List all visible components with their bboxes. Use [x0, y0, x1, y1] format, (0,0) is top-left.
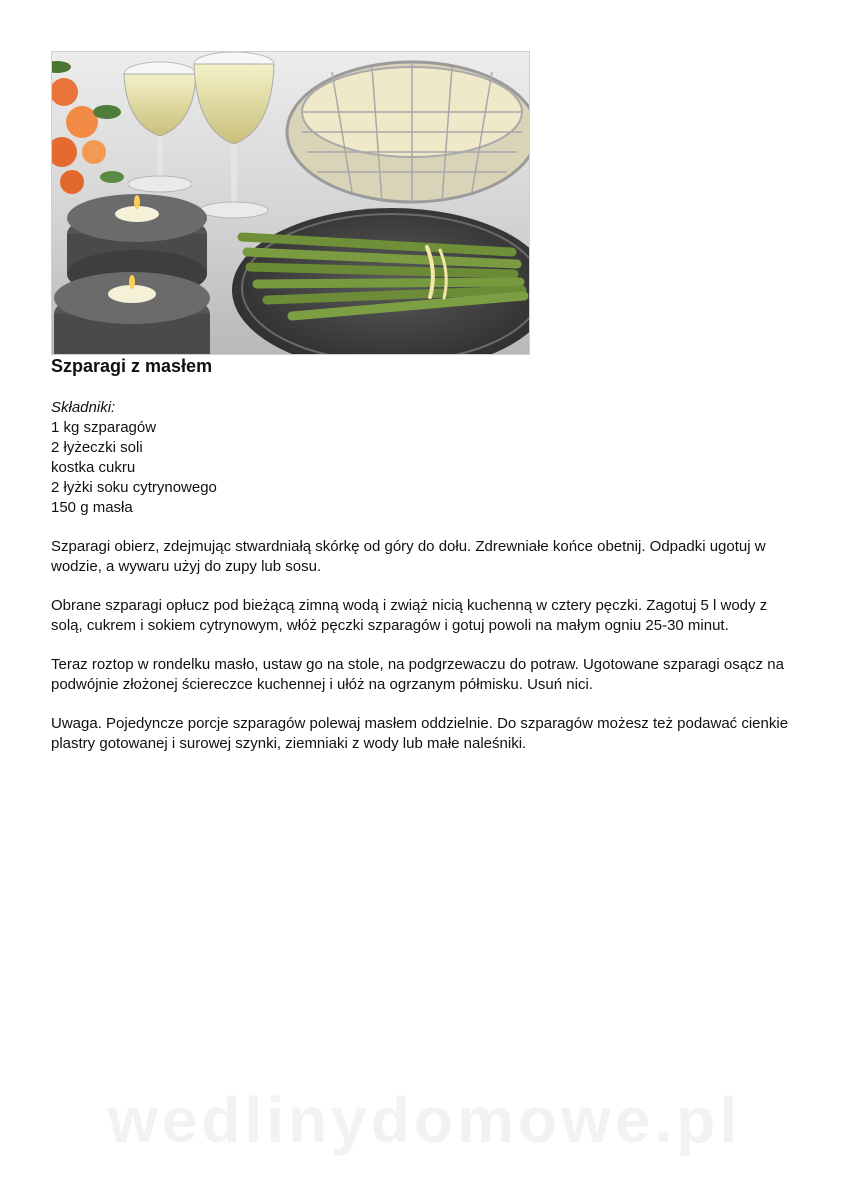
candles — [54, 194, 210, 354]
ingredient-item: 2 łyżeczki soli — [51, 439, 143, 456]
instruction-paragraph: Obrane szparagi opłucz pod bieżącą zimną wodą i zwiąż nicią kuchenną w cztery pęczki. Zagotuj 5 l wody z solą, cukrem i sokiem cytrynowym, włóż pęczki szparagów i gotuj powoli na małym ogniu 25-30 minut. — [51, 597, 768, 634]
ingredients-section — [51, 398, 217, 518]
ingredient-item: 150 g masła — [51, 499, 133, 516]
watermark: wedlinydomowe.pl — [108, 1084, 741, 1156]
note-paragraph: Uwaga. Pojedyncze porcje szparagów polewaj masłem oddzielnie. Do szparagów możesz też podawać cienkie plastry gotowanej i surowej szynki, ziemniaki z wody lub małe naleśniki. — [51, 715, 789, 752]
ingredient-item: kostka cukru — [51, 459, 136, 476]
ingredients-list — [51, 418, 217, 518]
ingredients-label: Składniki: — [51, 399, 116, 416]
recipe-photo — [51, 51, 530, 355]
instruction-paragraph: Teraz roztop w rondelku masło, ustaw go na stole, na podgrzewaczu do potraw. Ugotowane szparagi osącz na podwójnie złożonej ściereczce kuchennej i ułóż na ogrzanym półmisku. Usuń nici. — [51, 656, 784, 693]
ingredient-item: 1 kg szparagów — [51, 419, 157, 436]
ingredient-item: 2 łyżki soku cytrynowego — [51, 479, 217, 496]
wire-basket — [287, 62, 529, 202]
instructions — [51, 537, 796, 773]
instruction-paragraph: Szparagi obierz, zdejmując stwardniałą skórkę od góry do dołu. Zdrewniałe końce obetnij. Odpadki ugotuj w wodzie, a wywaru użyj do zupy lub sosu. — [51, 538, 766, 575]
recipe-title: Szparagi z masłem — [51, 356, 213, 376]
asparagus-dish-illustration — [52, 52, 529, 354]
